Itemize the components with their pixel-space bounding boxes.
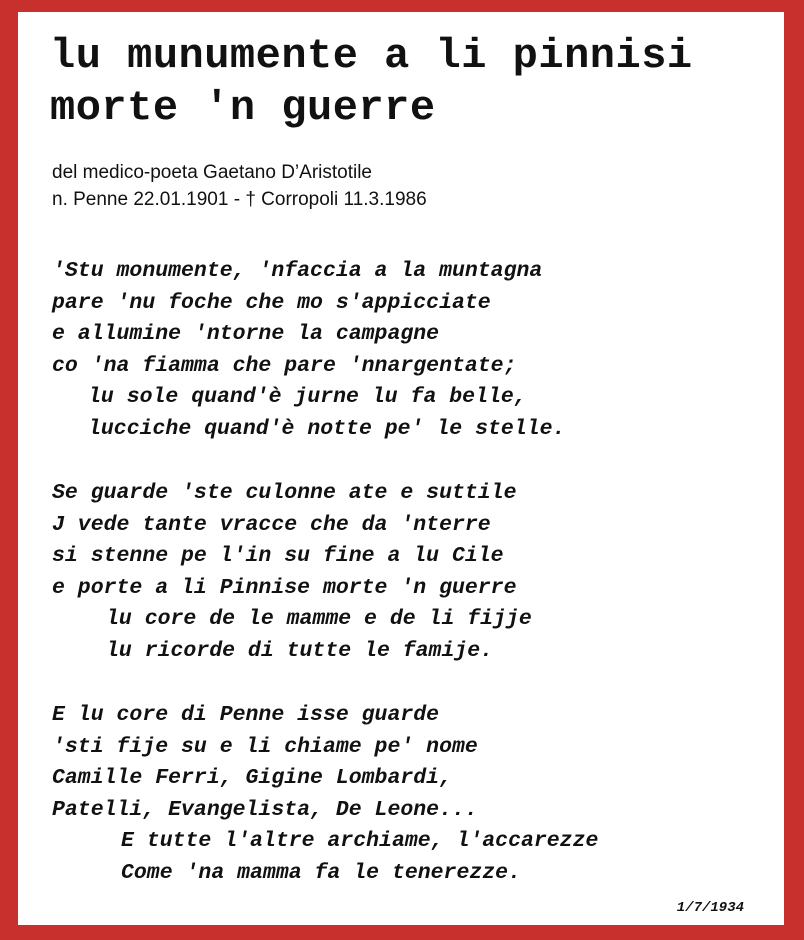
author-info	[52, 159, 427, 213]
verse-line: pare 'nu foche che mo s'appicciate	[52, 290, 491, 315]
verse-line: lu ricorde di tutte le famije.	[106, 638, 494, 663]
verse-line: lucciche quand'è notte pe' le stelle.	[88, 416, 566, 441]
verse-line: E tutte l'altre archiame, l'accarezze	[121, 829, 599, 854]
verse-line: Patelli, Evangelista, De Leone...	[52, 797, 478, 822]
verse-line: Se guarde 'ste culonne ate e suttile	[52, 481, 517, 505]
verse-line: E lu core di Penne isse guarde	[52, 703, 440, 727]
stanza-2	[52, 478, 532, 668]
author-line: del medico-poeta Gaetano D’Aristotile	[52, 162, 373, 183]
stanza-3	[52, 700, 598, 890]
verse-line: lu sole quand'è jurne lu fa belle,	[88, 385, 527, 410]
author-dates: n. Penne 22.01.1901 - † Corropoli 11.3.1986	[52, 189, 427, 210]
poem-title	[50, 30, 693, 134]
stanza-1	[52, 256, 565, 446]
verse-line: 'sti fije su e li chiame pe' nome	[52, 734, 478, 759]
verse-line: Camille Ferri, Gigine Lombardi,	[52, 766, 452, 791]
title-line: lu munumente a li pinnisi	[50, 32, 693, 80]
verse-line: 'Stu monumente, 'nfaccia a la muntagna	[52, 259, 543, 283]
poem-date: 1/7/1934	[676, 900, 744, 916]
poem-page	[18, 12, 784, 925]
verse-line: si stenne pe l'in su fine a lu Cile	[52, 544, 504, 569]
verse-line: Come 'na mamma fa le tenerezze.	[121, 860, 521, 885]
verse-line: J vede tante vracce che da 'nterre	[52, 512, 491, 537]
verse-line: co 'na fiamma che pare 'nnargentate;	[52, 353, 517, 378]
verse-line: e allumine 'ntorne la campagne	[52, 322, 440, 347]
verse-line: lu core de le mamme e de li fijje	[106, 607, 532, 632]
verse-line: e porte a li Pinnise morte 'n guerre	[52, 575, 517, 600]
title-line: morte 'n guerre	[50, 84, 436, 132]
